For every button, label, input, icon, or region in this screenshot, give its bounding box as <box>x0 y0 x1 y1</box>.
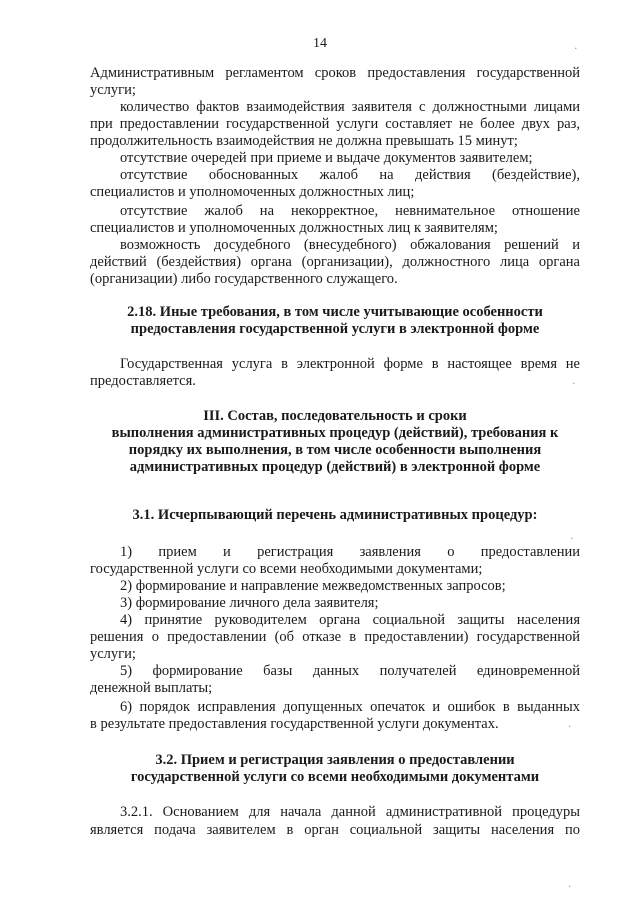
chapter-heading: административных процедур (действий) в электронной форме <box>129 459 541 475</box>
scan-mark: · <box>572 377 576 390</box>
list-item: государственной услуги со всеми необходимыми документами; <box>90 561 483 577</box>
text-line: отсутствие обоснованных жалоб на действия (бездействие), <box>120 167 580 183</box>
text-line: возможность досудебного (внесудебного) обжалования решений и <box>120 237 580 253</box>
list-item: решения о предоставлении (об отказе в предоставлении) государственной <box>90 629 580 645</box>
scan-mark: · <box>568 880 572 893</box>
text-line: продолжительность взаимодействия не должна превышать 15 минут; <box>90 133 518 149</box>
text-line: предоставляется. <box>90 373 196 389</box>
section-heading: предоставления государственной услуги в электронной форме <box>130 321 540 337</box>
scan-mark: · <box>570 532 574 545</box>
scan-mark: · <box>574 42 578 55</box>
text-line: специалистов и уполномоченных должностных лиц к заявителям; <box>90 220 498 236</box>
text-line: является подача заявителем в орган социальной защиты населения по <box>90 822 580 838</box>
text-line: действий (бездействия) органа (организации), должностного лица органа <box>90 254 580 270</box>
text-line: количество фактов взаимодействия заявителя с должностными лицами <box>120 99 580 115</box>
page-number: 14 <box>313 36 327 51</box>
section-heading: 2.18. Иные требования, в том числе учитывающие особенности <box>127 304 543 320</box>
text-line: отсутствие очередей при приеме и выдаче документов заявителем; <box>120 150 533 166</box>
chapter-heading: III. Состав, последовательность и сроки <box>203 408 467 424</box>
list-item: 3) формирование личного дела заявителя; <box>120 595 379 611</box>
list-item: 5) формирование базы данных получателей единовременной <box>120 663 580 679</box>
list-item: 2) формирование и направление межведомственных запросов; <box>120 578 506 594</box>
list-item: 4) принятие руководителем органа социальной защиты населения <box>120 612 580 628</box>
list-item: услуги; <box>90 646 136 662</box>
section-heading: 3.1. Исчерпывающий перечень административных процедур: <box>132 507 538 523</box>
text-line: при предоставлении государственной услуги составляет не более двух раз, <box>90 116 580 132</box>
text-line: 3.2.1. Основанием для начала данной административной процедуры <box>120 804 580 820</box>
section-heading: 3.2. Прием и регистрация заявления о предоставлении <box>155 752 515 768</box>
text-line: (организации) либо государственного служащего. <box>90 271 398 287</box>
text-line: Административным регламентом сроков предоставления государственной <box>90 65 580 81</box>
text-line: услуги; <box>90 82 136 98</box>
text-line: специалистов и уполномоченных должностных лиц; <box>90 184 415 200</box>
list-item: 1) прием и регистрация заявления о предоставлении <box>120 544 580 560</box>
list-item: в результате предоставления государственной услуги документах. <box>90 716 499 732</box>
list-item: денежной выплаты; <box>90 680 213 696</box>
text-line: отсутствие жалоб на некорректное, невнимательное отношение <box>120 203 580 219</box>
section-heading: государственной услуги со всеми необходимыми документами <box>130 769 540 785</box>
chapter-heading: порядку их выполнения, в том числе особенности выполнения <box>128 442 542 458</box>
text-line: Государственная услуга в электронной форме в настоящее время не <box>120 356 580 372</box>
scan-mark: · <box>568 720 572 733</box>
chapter-heading: выполнения административных процедур (действий), требования к <box>111 425 559 441</box>
list-item: 6) порядок исправления допущенных опечаток и ошибок в выданных <box>120 699 580 715</box>
